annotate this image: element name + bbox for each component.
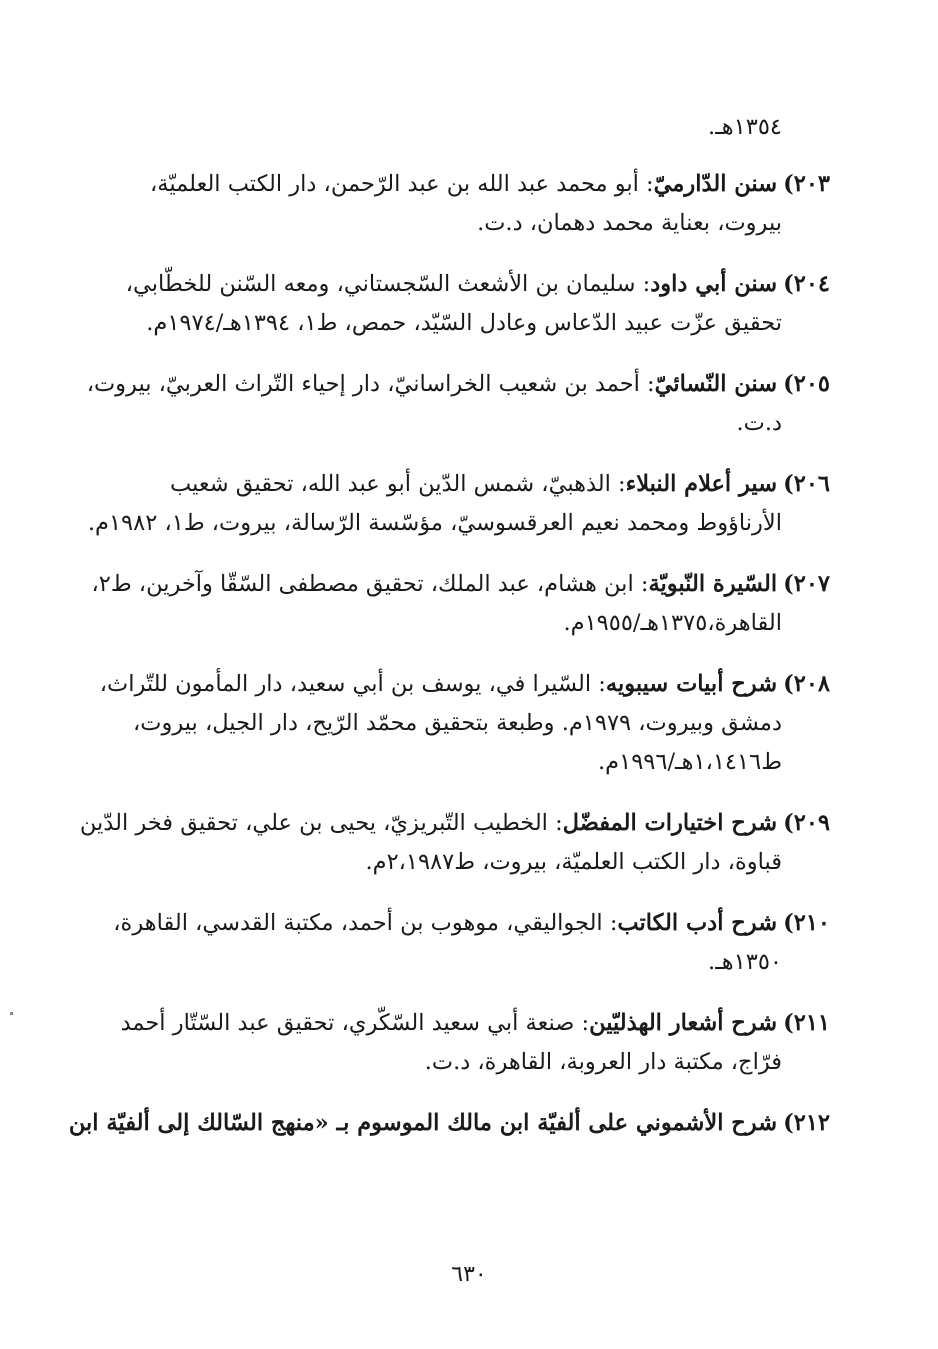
bibliography-entry	[87, 465, 830, 543]
entry-title: شرح الأشموني على ألفيّة ابن مالك الموسوم بـ «منهج السّالك إلى ألفيّة ابن	[68, 1110, 778, 1136]
entry-text: : الخطيب التّبريزيّ، يحيى بن علي، تحقيق فخر الدّين	[79, 810, 563, 836]
entry-text: : ابن هشام، عبد الملك، تحقيق مصطفى السّقّا وآخرين، ط٢،	[91, 571, 649, 597]
entry-title: شرح أبيات سيبويه	[605, 671, 778, 697]
entry-number: ٢٠٦)	[783, 471, 830, 497]
bibliography-entry	[100, 1004, 830, 1082]
bibliography-page	[68, 108, 830, 1143]
entry-title: شرح اختيارات المفضّل	[562, 810, 778, 836]
entry-title: سنن أبي داود	[650, 271, 778, 297]
bibliography-entry	[100, 265, 830, 343]
entry-text: ط١،١٤١٦هـ/١٩٩٦م.	[598, 749, 782, 775]
entry-text: فرّاج، مكتبة دار العروبة، القاهرة، د.ت.	[424, 1049, 782, 1075]
bibliography-entry	[100, 165, 830, 243]
entry-number: ٢٠٣)	[783, 171, 830, 197]
entry-text: القاهرة،١٣٧٥هـ/١٩٥٥م.	[563, 610, 782, 636]
entry-number: ٢٠٨)	[783, 671, 830, 697]
entry-number: ٢١١)	[783, 1010, 830, 1036]
entry-text: : سليمان بن الأشعث السّجستاني، ومعه السّنن للخطّابي،	[125, 271, 651, 297]
entry-text: : الجواليقي، موهوب بن أحمد، مكتبة القدسي، القاهرة،	[113, 910, 618, 936]
bibliography-entry	[91, 565, 830, 643]
entry-title: شرح أدب الكاتب	[617, 910, 778, 936]
entry-number: ٢١٢)	[783, 1110, 830, 1136]
bibliography-entry	[79, 804, 830, 882]
bibliography-entry	[100, 904, 830, 982]
entry-text: : الذهبيّ، شمس الدّين أبو عبد الله، تحقيق شعيب	[170, 471, 626, 497]
scan-speck	[10, 1012, 13, 1015]
entry-number: ٢٠٧)	[783, 571, 830, 597]
entry-text: تحقيق عزّت عبيد الدّعاس وعادل السّيّد، حمص، ط١، ١٣٩٤هـ/١٩٧٤م.	[146, 310, 782, 336]
entry-number: ٢١٠)	[783, 910, 830, 936]
entry-text: : السّيرا في، يوسف بن أبي سعيد، دار المأمون للتّراث،	[99, 671, 606, 697]
entry-number: ٢٠٥)	[783, 371, 830, 397]
entry-number: ٢٠٩)	[783, 810, 830, 836]
bibliography-entry	[68, 1104, 830, 1143]
entry-text: : أحمد بن شعيب الخراسانيّ، دار إحياء التّراث العربيّ، بيروت،	[86, 371, 655, 397]
entry-title: سنن الدّارميّ	[653, 171, 778, 197]
entry-text: ١٣٥٠هـ.	[708, 949, 782, 975]
entry-text: بيروت، بعناية محمد دهمان، د.ت.	[477, 210, 782, 236]
entry-text: دمشق وبيروت، ١٩٧٩م. وطبعة بتحقيق محمّد الرّيح، دار الجيل، بيروت،	[133, 710, 782, 736]
entry-title: سير أعلام النبلاء	[625, 471, 778, 497]
entry-text: : صنعة أبي سعيد السّكّري، تحقيق عبد السّتّار أحمد	[120, 1010, 590, 1036]
entry-text: : أبو محمد عبد الله بن عبد الرّحمن، دار الكتب العلميّة،	[150, 171, 654, 197]
entry-title: شرح أشعار الهذليّين	[589, 1010, 778, 1036]
bibliography-entry	[86, 365, 830, 443]
entry-title: سنن النّسائيّ	[654, 371, 778, 397]
entry-text: قباوة، دار الكتب العلميّة، بيروت، ط٢،١٩٨٧م.	[365, 849, 782, 875]
entry-text: د.ت.	[736, 410, 782, 436]
top-continuation: ١٣٥٤هـ.	[708, 114, 782, 140]
entry-title: السّيرة النّبويّة	[648, 571, 778, 597]
entry-text: الأرناؤوط ومحمد نعيم العرقسوسيّ، مؤسّسة الرّسالة، بيروت، ط١، ١٩٨٢م.	[87, 510, 782, 536]
entry-number: ٢٠٤)	[783, 271, 830, 297]
bibliography-entry	[100, 665, 830, 782]
page-number: ٦٣٠	[451, 1262, 487, 1287]
